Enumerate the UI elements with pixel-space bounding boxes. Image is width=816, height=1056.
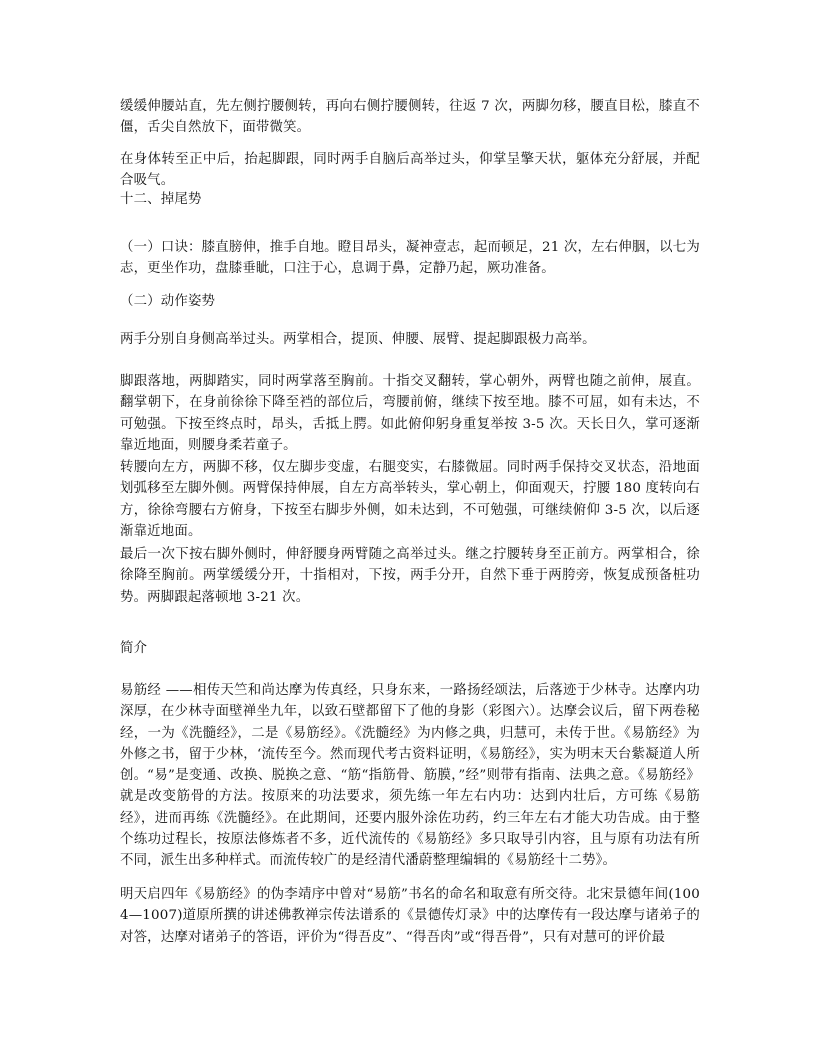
section-heading-diaowei: 十二、掉尾势 <box>120 192 202 207</box>
paragraph-final-press: 最后一次下按右脚外侧时，伸舒腰身两臂随之高举过头。继之拧腰转身至正前方。两掌相合，徐徐降至胸前。两掌缓缓分开，十指相对，下按，两手分开，自然下垂于两胯旁，恢复成预备桩功势。两脚跟起落顿地 3-21 次。 <box>120 547 700 605</box>
paragraph-raise-heels: 在身体转至正中后，抬起脚跟，同时两手自脑后高举过头，仰掌呈擎天状，躯体充分舒展，并配合吸气。 <box>120 152 700 189</box>
paragraph-raise-hands: 两手分别自身侧高举过头。两掌相合，提顶、伸腰、展臂、提起脚跟极力高举。 <box>120 332 596 347</box>
paragraph-mnemonic: （一）口诀：膝直膀伸，推手自地。瞪目昂头，凝神壹志，起而顿足，21 次，左右伸胭，以七为志，更坐作功，盘膝垂眦，口注于心，息调于鼻，定静乃起，厥功准备。 <box>120 240 700 277</box>
paragraph-waist-turn: 缓缓伸腰站直，先左侧拧腰侧转，再向右侧拧腰侧转，往返 7 次，两脚勿移，腰直目松，膝直不僵，舌尖自然放下，面带微笑。 <box>120 99 700 136</box>
heading-introduction: 简介 <box>120 641 148 656</box>
paragraph-heels-down: 脚跟落地，两脚踏实，同时两掌落至胸前。十指交叉翻转，掌心朝外，两臂也随之前伸，展直。翻掌朝下，在身前徐徐下降至裆的部位后，弯腰前俯，继续下按至地。膝不可屈，如有未达，不可勉强。下按至终点时，昂头，舌抵上腭。如此俯仰躬身重复举按 3-5 次。天长日久，掌可逐渐靠近地面，则腰身柔若童子。 <box>120 374 700 453</box>
paragraph-ming-preface: 明天启四年《易筋经》的伪李靖序中曾对“易筋”书名的命名和取意有所交待。北宋景德年间(1004—1007)道原所撰的讲述佛教禅宗传法谱系的《景德传灯录》中的达摩传有一段达摩与诸弟子的对答，达摩对诸弟子的答语，评价为“得吾皮”、“得吾肉”或“得吾骨”，只有对慧可的评价最 <box>120 887 700 945</box>
paragraph-yi-meaning: “易”是变通、改换、脱换之意、“筋“指筋骨、筋膜，”经”则带有指南、法典之意。《易筋经》就是改变筋骨的方法。按原来的功法要求，须先练一年左右内功：达到内壮后，方可练《易筋经》，进而再练《洗髓经》。在此期间，还要内服外涂佐功药，约三年左右才能大功告成。由于整个练功过程长，按原法修炼者不多，近代流传的《易筋经》多只取导引内容，且与原有功法有所不同，派生出多种样式。而流传较广的是经清代潘蔚整理编辑的《易筋经十二势》。 <box>120 768 700 869</box>
paragraph-yijinjing-origin: 易筋经 ——相传天竺和尚达摩为传真经，只身东来，一路扬经颂法，后落迹于少林寺。达摩内功深厚，在少林寺面壁禅坐九年，以致石壁都留下了他的身影（彩图六）。达摩会议后，留下两卷秘经，一为《洗髓经》，二是《易筋经》。《洗髓经》为内修之典，归慧可，未传于世。《易筋经》为外修之书，留于少林，‘流传至今。然而现代考古资料证明，《易筋经》，实为明末天台紫凝道人所创。 <box>120 683 700 784</box>
subheading-movements: （二）动作姿势 <box>120 294 216 309</box>
paragraph-turn-left: 转腰向左方，两脚不移，仅左脚步变虚，右腿变实，右膝微屈。同时两手保持交叉状态，沿地面划弧移至左脚外侧。两臂保持伸展，自左方高举转头，掌心朝上，仰面观天，拧腰 180 度转向右方，徐徐弯腰右方俯身，下按至右脚步外侧，如未达到，不可勉强，可继续俯仰 3-5 次，以后逐渐靠近地面。 <box>120 460 700 539</box>
